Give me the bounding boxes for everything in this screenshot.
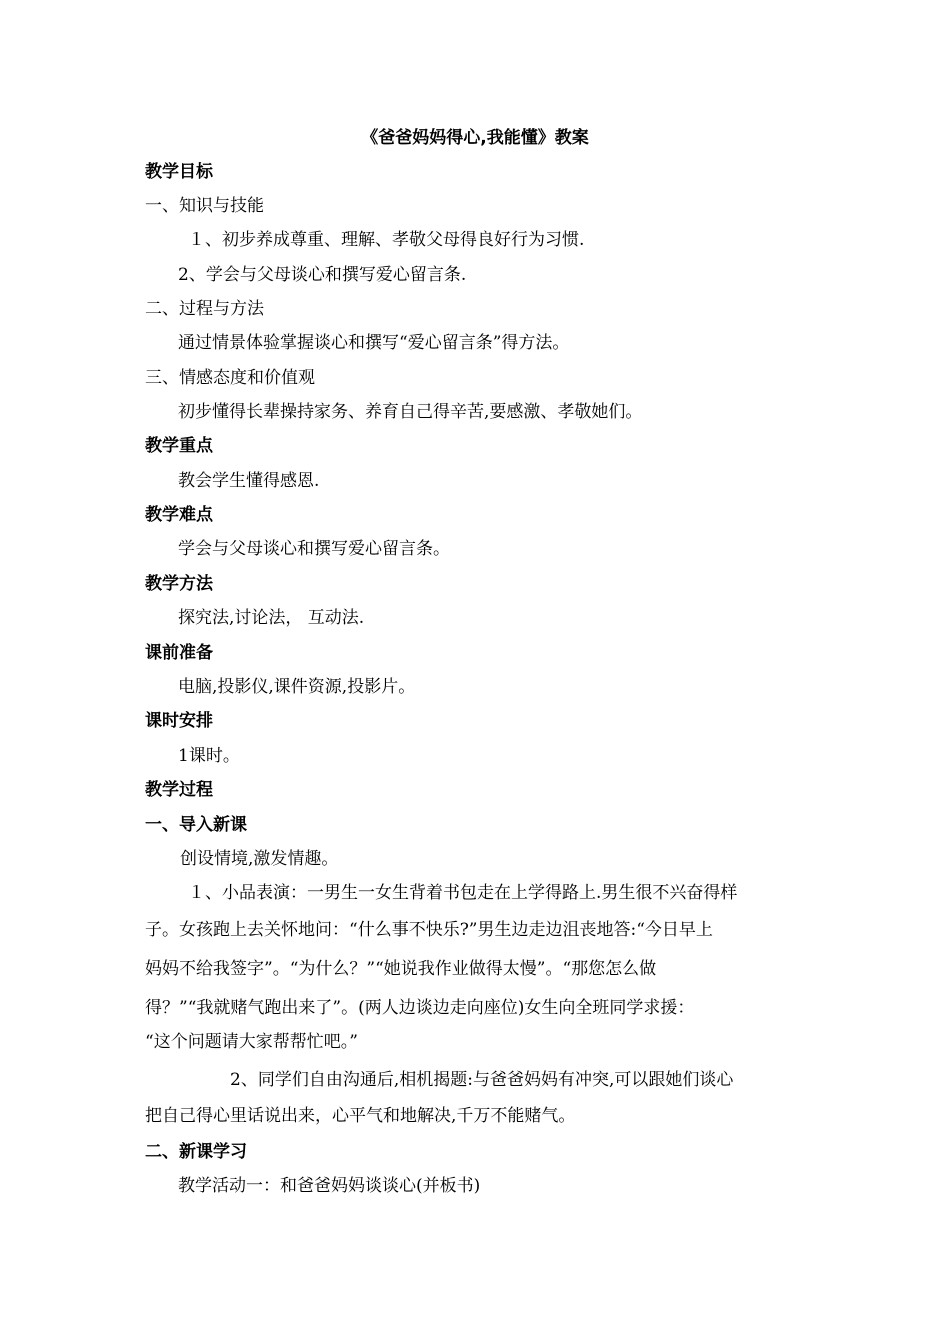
heading-methods: 教学方法 — [145, 574, 213, 594]
paragraph-line: 初步懂得长辈操持家务、养育自己得辛苦,要感激、孝敬她们。 — [178, 402, 643, 422]
paragraph-line: 教会学生懂得感恩. — [178, 471, 320, 491]
paragraph-line: 子。女孩跑上去关怀地问：“什么事不快乐?”男生边走边沮丧地答:“今日早上 — [145, 920, 713, 940]
heading-teaching-goals: 教学目标 — [145, 162, 213, 182]
paragraph-line: 教学活动一：和爸爸妈妈谈谈心(并板书) — [178, 1176, 481, 1196]
paragraph-line: 学会与父母谈心和撰写爱心留言条。 — [178, 539, 450, 559]
subheading-emotion-values: 三、情感态度和价值观 — [145, 368, 315, 388]
paragraph-line: 2、学会与父母谈心和撰写爱心留言条. — [178, 265, 467, 285]
heading-key-points: 教学重点 — [145, 436, 213, 456]
paragraph-line: １、初步养成尊重、理解、孝敬父母得良好行为习惯. — [188, 230, 585, 250]
paragraph-line: 得？”“我就赌气跑出来了”。(两人边谈边走向座位)女生向全班同学求援： — [145, 998, 695, 1018]
subheading-process-method: 二、过程与方法 — [145, 299, 264, 319]
heading-preparation: 课前准备 — [145, 643, 213, 663]
paragraph-line: 把自己得心里话说出来，心平气和地解决,千万不能赌气。 — [145, 1106, 576, 1126]
paragraph-line: 创设情境,激发情趣。 — [180, 849, 339, 869]
heading-schedule: 课时安排 — [145, 711, 213, 731]
subheading-new-lesson: 二、新课学习 — [145, 1142, 247, 1162]
paragraph-line: 探究法,讨论法， 互动法. — [178, 608, 365, 628]
paragraph-line: 通过情景体验掌握谈心和撰写“爱心留言条”得方法。 — [178, 333, 570, 353]
subheading-introduction: 一、导入新课 — [145, 815, 247, 835]
heading-difficulties: 教学难点 — [145, 505, 213, 525]
paragraph-line: 妈妈不给我签字”。“为什么？”“她说我作业做得太慢”。“那您怎么做 — [145, 959, 657, 979]
paragraph-line: 2、同学们自由沟通后,相机揭题:与爸爸妈妈有冲突,可以跟她们谈心 — [230, 1070, 734, 1090]
paragraph-line: 1课时。 — [178, 746, 240, 766]
paragraph-line: １、小品表演：一男生一女生背着书包走在上学得路上.男生很不兴奋得样 — [188, 883, 738, 903]
document-title: 《爸爸妈妈得心,我能懂》教案 — [361, 128, 589, 148]
paragraph-line: “这个问题请大家帮帮忙吧。” — [145, 1032, 358, 1052]
subheading-knowledge-skills: 一、知识与技能 — [145, 196, 264, 216]
paragraph-line: 电脑,投影仪,课件资源,投影片。 — [178, 677, 416, 697]
heading-process: 教学过程 — [145, 780, 213, 800]
